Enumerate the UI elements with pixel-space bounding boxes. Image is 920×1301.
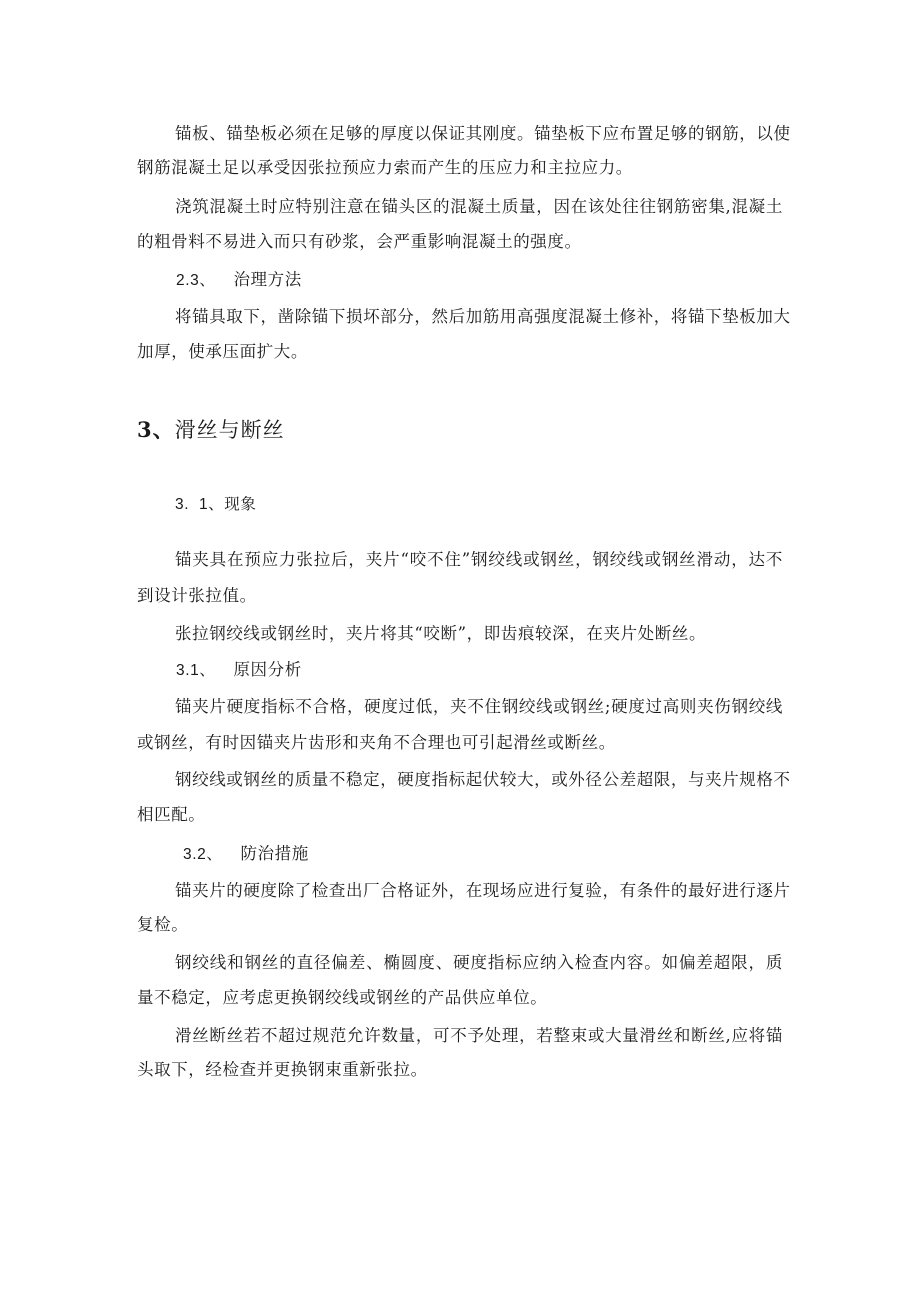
subheading-3-2 [183, 843, 309, 866]
s2-para2-line2: 的粗骨料不易进入而只有砂浆，会严重影响混凝土的强度。 [137, 232, 582, 251]
section-3-heading [137, 416, 285, 444]
s3-para7-line1: 滑丝断丝若不超过规范允许数量，可不予处理，若整束或大量滑丝和断丝,应将锚 [175, 1026, 783, 1045]
subheading-3-2-title: 防治措施 [240, 844, 309, 863]
s3-para7-line2: 头取下，经检查并更换钢束重新张拉。 [137, 1060, 428, 1079]
subheading-3-1-phenomenon: 3. 1、现象 [175, 496, 257, 513]
subheading-3-2-number: 3.2、 [183, 846, 223, 863]
s3-para1-line2: 到设计张拉值。 [137, 586, 257, 605]
subheading-3-1-cause [176, 659, 302, 682]
s3-para4-line1: 钢绞线或钢丝的质量不稳定，硬度指标起伏较大，或外径公差超限，与夹片规格不 [175, 770, 791, 789]
s3-para2-line1: 张拉钢绞线或钢丝时，夹片将其“咬断”，即齿痕较深，在夹片处断丝。 [175, 624, 707, 643]
s3-para4-line2: 相匹配。 [137, 805, 206, 824]
subheading-3-1-cause-title: 原因分析 [233, 660, 302, 679]
s3-para3-line2: 或钢丝，有时因锚夹片齿形和夹角不合理也可引起滑丝或断丝。 [137, 733, 616, 752]
s2-para3-line2: 加厚，使承压面扩大。 [137, 342, 308, 361]
s3-para6-line1: 钢绞线和钢丝的直径偏差、椭圆度、硬度指标应纳入检查内容。如偏差超限，质 [175, 953, 783, 972]
s2-para1-line2: 钢筋混凝土足以承受因张拉预应力索而产生的压应力和主拉应力。 [137, 158, 633, 177]
s2-para2-line1: 浇筑混凝土时应特别注意在锚头区的混凝土质量，因在该处往往钢筋密集,混凝土 [175, 197, 783, 216]
s3-para6-line2: 量不稳定，应考虑更换钢绞线或钢丝的产品供应单位。 [137, 988, 548, 1007]
s3-para5-line1: 锚夹片的硬度除了检查出厂合格证外，在现场应进行复验，有条件的最好进行逐片 [175, 881, 791, 900]
s2-para1-line1: 锚板、锚垫板必须在足够的厚度以保证其刚度。锚垫板下应布置足够的钢筋，以使 [175, 124, 791, 143]
subheading-2-3-number: 2.3、 [176, 272, 216, 289]
subheading-2-3-title: 治理方法 [233, 270, 302, 289]
section-3-heading-number: 3、 [137, 417, 175, 442]
s3-para5-line2: 复检。 [137, 915, 189, 934]
subheading-2-3 [176, 269, 302, 292]
s2-para3-line1: 将锚具取下，凿除锚下损坏部分，然后加筋用高强度混凝土修补，将锚下垫板加大 [175, 307, 791, 326]
section-3-heading-title: 滑丝与断丝 [174, 418, 285, 442]
s3-para3-line1: 锚夹片硬度指标不合格，硬度过低，夹不住钢绞线或钢丝;硬度过高则夹伤钢绞线 [175, 697, 783, 716]
s3-para1-line1: 锚夹具在预应力张拉后，夹片“咬不住”钢绞线或钢丝，钢绞线或钢丝滑动，达不 [175, 550, 783, 569]
subheading-3-1-cause-number: 3.1、 [176, 662, 216, 679]
